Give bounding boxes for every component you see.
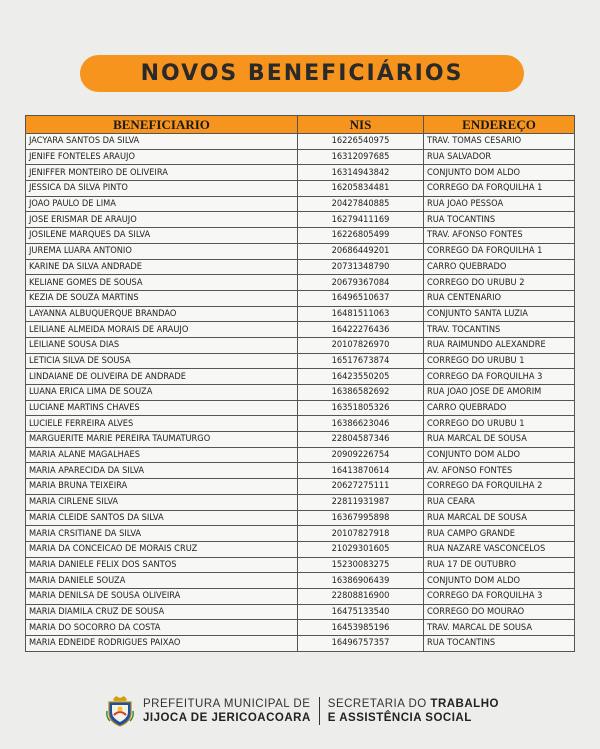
cell-endereco: TRAV. AFONSO FONTES: [424, 228, 575, 244]
cell-beneficiario: MARIA DENILSA DE SOUSA OLIVEIRA: [26, 588, 298, 604]
cell-beneficiario: MARIA BRUNA TEIXEIRA: [26, 479, 298, 495]
cell-beneficiario: JENIFE FONTELES ARAUJO: [26, 149, 298, 165]
cell-nis: 20686449201: [298, 243, 424, 259]
cell-beneficiario: MARIA DIAMILA CRUZ DE SOUSA: [26, 604, 298, 620]
cell-nis: 20427840885: [298, 196, 424, 212]
cell-endereco: RUA MARCAL DE SOUSA: [424, 432, 575, 448]
cell-beneficiario: LETICIA SILVA DE SOUSA: [26, 353, 298, 369]
cell-nis: 20679367084: [298, 275, 424, 291]
cell-beneficiario: JUREMA LUARA ANTONIO: [26, 243, 298, 259]
cell-nis: 16423550205: [298, 369, 424, 385]
cell-nis: 16351805326: [298, 400, 424, 416]
cell-beneficiario: MARGUERITE MARIE PEREIRA TAUMATURGO: [26, 432, 298, 448]
cell-beneficiario: MARIA CIRLENE SILVA: [26, 494, 298, 510]
municipal-crest-icon: [105, 695, 135, 727]
cell-endereco: CORREGO DA FORQUILHA 3: [424, 369, 575, 385]
cell-endereco: TRAV. MARCAL DE SOUSA: [424, 620, 575, 636]
cell-beneficiario: MARIA APARECIDA DA SILVA: [26, 463, 298, 479]
prefeitura-line2: JIJOCA DE JERICOACOARA: [143, 712, 311, 724]
table-row: [26, 588, 575, 604]
cell-beneficiario: JOAO PAULO DE LIMA: [26, 196, 298, 212]
cell-nis: 16314943842: [298, 165, 424, 181]
cell-beneficiario: MARIA DO SOCORRO DA COSTA: [26, 620, 298, 636]
cell-nis: 16475133540: [298, 604, 424, 620]
table-row: [26, 290, 575, 306]
cell-nis: 16496757357: [298, 636, 424, 652]
cell-endereco: RUA CAMPO GRANDE: [424, 526, 575, 542]
cell-nis: 16496510637: [298, 290, 424, 306]
table-row: [26, 400, 575, 416]
table-row: [26, 353, 575, 369]
cell-nis: 16413870614: [298, 463, 424, 479]
cell-nis: 20627275111: [298, 479, 424, 495]
column-header-beneficiario: BENEFICIARIO: [26, 116, 298, 134]
table-row: [26, 369, 575, 385]
table-row: [26, 526, 575, 542]
footer-divider: [319, 697, 320, 725]
cell-nis: 16279411169: [298, 212, 424, 228]
cell-endereco: RUA JOAO JOSE DE AMORIM: [424, 385, 575, 401]
cell-endereco: RUA RAIMUNDO ALEXANDRE: [424, 337, 575, 353]
cell-endereco: RUA CEARA: [424, 494, 575, 510]
cell-beneficiario: MARIA DANIELE SOUZA: [26, 573, 298, 589]
cell-beneficiario: KEZIA DE SOUZA MARTINS: [26, 290, 298, 306]
cell-endereco: RUA JOAO PESSOA: [424, 196, 575, 212]
title-banner: [80, 55, 524, 92]
cell-nis: 21029301605: [298, 541, 424, 557]
secretaria-line1: [328, 697, 499, 711]
cell-beneficiario: LINDAIANE DE OLIVEIRA DE ANDRADE: [26, 369, 298, 385]
table-row: [26, 620, 575, 636]
cell-beneficiario: MARIA CRSITIANE DA SILVA: [26, 526, 298, 542]
cell-endereco: CARRO QUEBRADO: [424, 400, 575, 416]
cell-endereco: RUA TOCANTINS: [424, 212, 575, 228]
beneficiaries-table: [25, 115, 575, 652]
cell-beneficiario: JESSICA DA SILVA PINTO: [26, 181, 298, 197]
secretaria-name: [328, 697, 499, 725]
table-row: [26, 181, 575, 197]
table-row: [26, 306, 575, 322]
table-row: [26, 337, 575, 353]
cell-beneficiario: LUCIANE MARTINS CHAVES: [26, 400, 298, 416]
table-row: [26, 463, 575, 479]
table-row: [26, 259, 575, 275]
cell-beneficiario: LEILIANE ALMEIDA MORAIS DE ARAUJO: [26, 322, 298, 338]
table-row: [26, 447, 575, 463]
cell-nis: 16386906439: [298, 573, 424, 589]
cell-nis: 20107827918: [298, 526, 424, 542]
table-row: [26, 573, 575, 589]
cell-beneficiario: LUCIELE FERREIRA ALVES: [26, 416, 298, 432]
cell-endereco: CONJUNTO DOM ALDO: [424, 447, 575, 463]
table-row: [26, 228, 575, 244]
secretaria-line2: E ASSISTÊNCIA SOCIAL: [327, 712, 472, 724]
table-row: [26, 149, 575, 165]
table-header-row: [26, 116, 575, 134]
prefeitura-line1: PREFEITURA MUNICIPAL DE: [143, 698, 311, 710]
cell-endereco: CORREGO DA FORQUILHA 3: [424, 588, 575, 604]
table-row: [26, 322, 575, 338]
table-row: [26, 196, 575, 212]
cell-endereco: CONJUNTO SANTA LUZIA: [424, 306, 575, 322]
cell-endereco: CORREGO DO URUBU 1: [424, 353, 575, 369]
column-header-endereco: ENDEREÇO: [424, 116, 575, 134]
cell-endereco: CONJUNTO DOM ALDO: [424, 165, 575, 181]
table-row: [26, 134, 575, 150]
table-row: [26, 636, 575, 652]
cell-beneficiario: LEILIANE SOUSA DIAS: [26, 337, 298, 353]
cell-beneficiario: JACYARA SANTOS DA SILVA: [26, 134, 298, 150]
cell-endereco: CORREGO DO URUBU 1: [424, 416, 575, 432]
cell-beneficiario: MARIA ALANE MAGALHAES: [26, 447, 298, 463]
cell-nis: 16422276436: [298, 322, 424, 338]
cell-nis: 16481511063: [298, 306, 424, 322]
cell-nis: 22804587346: [298, 432, 424, 448]
cell-endereco: TRAV. TOMAS CESARIO: [424, 134, 575, 150]
cell-nis: 20107826970: [298, 337, 424, 353]
cell-endereco: CORREGO DA FORQUILHA 1: [424, 243, 575, 259]
cell-endereco: CORREGO DA FORQUILHA 2: [424, 479, 575, 495]
cell-nis: 16517673874: [298, 353, 424, 369]
cell-beneficiario: MARIA CLEIDE SANTOS DA SILVA: [26, 510, 298, 526]
table-row: [26, 557, 575, 573]
table-row: [26, 510, 575, 526]
footer: [105, 694, 499, 728]
cell-beneficiario: JENIFFER MONTEIRO DE OLIVEIRA: [26, 165, 298, 181]
cell-nis: 16226540975: [298, 134, 424, 150]
cell-nis: 15230083275: [298, 557, 424, 573]
table-row: [26, 212, 575, 228]
cell-endereco: CORREGO DO URUBU 2: [424, 275, 575, 291]
table-row: [26, 494, 575, 510]
cell-nis: 22811931987: [298, 494, 424, 510]
cell-endereco: RUA 17 DE OUTUBRO: [424, 557, 575, 573]
cell-nis: 16453985196: [298, 620, 424, 636]
cell-beneficiario: JOSILENE MARQUES DA SILVA: [26, 228, 298, 244]
cell-nis: 16367995898: [298, 510, 424, 526]
cell-nis: 16386582692: [298, 385, 424, 401]
table-row: [26, 604, 575, 620]
cell-endereco: AV. AFONSO FONTES: [424, 463, 575, 479]
table-row: [26, 432, 575, 448]
table-row: [26, 385, 575, 401]
page-title: NOVOS BENEFICIÁRIOS: [140, 61, 464, 86]
table-row: [26, 416, 575, 432]
table-body: [26, 134, 575, 652]
cell-endereco: CONJUNTO DOM ALDO: [424, 573, 575, 589]
table-row: [26, 479, 575, 495]
cell-nis: 20731348790: [298, 259, 424, 275]
cell-beneficiario: KARINE DA SILVA ANDRADE: [26, 259, 298, 275]
cell-nis: 22808816900: [298, 588, 424, 604]
table-row: [26, 243, 575, 259]
cell-beneficiario: JOSE ERISMAR DE ARAUJO: [26, 212, 298, 228]
cell-beneficiario: LUANA ERICA LIMA DE SOUZA: [26, 385, 298, 401]
cell-beneficiario: MARIA EDNEIDE RODRIGUES PAIXAO: [26, 636, 298, 652]
cell-nis: 16386623046: [298, 416, 424, 432]
cell-endereco: RUA CENTENARIO: [424, 290, 575, 306]
cell-nis: 16312097685: [298, 149, 424, 165]
cell-beneficiario: MARIA DANIELE FELIX DOS SANTOS: [26, 557, 298, 573]
table-row: [26, 165, 575, 181]
cell-nis: 16226805499: [298, 228, 424, 244]
cell-beneficiario: MARIA DA CONCEICAO DE MORAIS CRUZ: [26, 541, 298, 557]
cell-endereco: RUA SALVADOR: [424, 149, 575, 165]
secretaria-trabalho: TRABALHO: [430, 698, 499, 710]
cell-beneficiario: KELIANE GOMES DE SOUSA: [26, 275, 298, 291]
cell-nis: 20909226754: [298, 447, 424, 463]
prefeitura-name: [143, 697, 311, 725]
secretaria-prefix: SECRETARIA DO: [327, 698, 431, 710]
cell-beneficiario: LAYANNA ALBUQUERQUE BRANDAO: [26, 306, 298, 322]
column-header-nis: NIS: [298, 116, 424, 134]
table-row: [26, 275, 575, 291]
cell-nis: 16205834481: [298, 181, 424, 197]
cell-endereco: RUA MARCAL DE SOUSA: [424, 510, 575, 526]
cell-endereco: CORREGO DA FORQUILHA 1: [424, 181, 575, 197]
cell-endereco: CORREGO DO MOURAO: [424, 604, 575, 620]
table-row: [26, 541, 575, 557]
cell-endereco: RUA NAZARE VASCONCELOS: [424, 541, 575, 557]
cell-endereco: RUA TOCANTINS: [424, 636, 575, 652]
cell-endereco: CARRO QUEBRADO: [424, 259, 575, 275]
cell-endereco: TRAV. TOCANTINS: [424, 322, 575, 338]
